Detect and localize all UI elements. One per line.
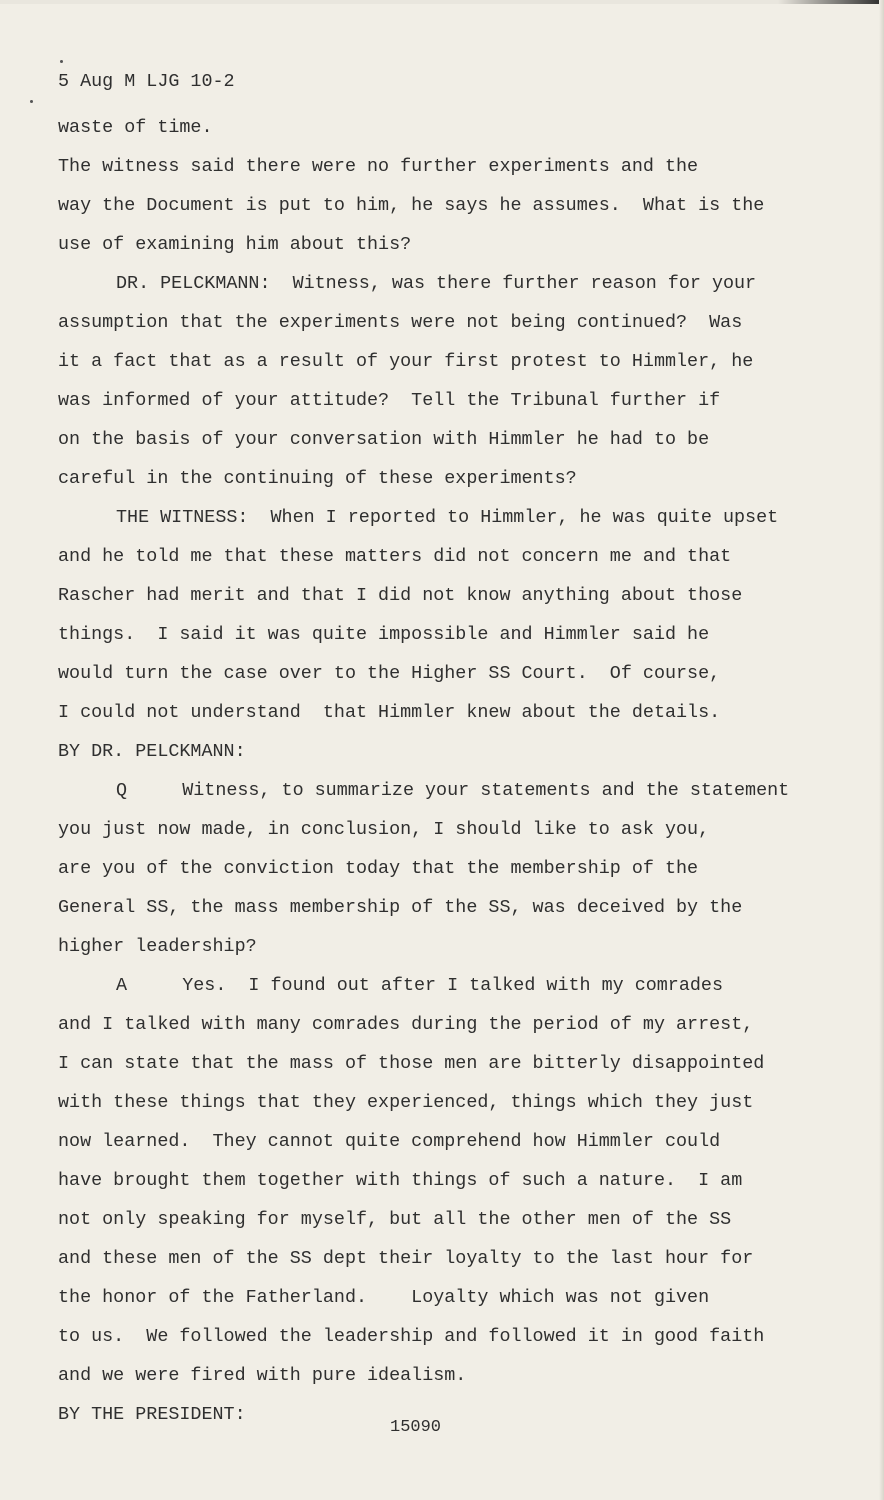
transcript-line: higher leadership? xyxy=(58,936,257,957)
transcript-line: was informed of your attitude? Tell the Tribunal further if xyxy=(58,390,721,411)
transcript-line: careful in the continuing of these experiments? xyxy=(58,468,577,489)
transcript-text xyxy=(58,62,828,1434)
transcript-line: and I talked with many comrades during the period of my arrest, xyxy=(58,1014,754,1035)
transcript-line: are you of the conviction today that the membership of the xyxy=(58,858,699,879)
transcript-line: and we were fired with pure idealism. xyxy=(58,1365,467,1386)
page-number: 15090 xyxy=(390,1418,442,1437)
transcript-line: would turn the case over to the Higher SS Court. Of course, xyxy=(58,663,721,684)
transcript-line: things. I said it was quite impossible and Himmler said he xyxy=(58,624,710,645)
transcript-line: not only speaking for myself, but all the other men of the SS xyxy=(58,1209,732,1230)
page-header: 5 Aug M LJG 10-2 xyxy=(58,71,235,92)
transcript-line: and these men of the SS dept their loyalty to the last hour for xyxy=(58,1248,754,1269)
page-right-edge xyxy=(879,0,884,1500)
transcript-line: BY DR. PELCKMANN: xyxy=(58,741,246,762)
page-top-edge xyxy=(0,0,884,4)
transcript-line: I could not understand that Himmler knew about the details. xyxy=(58,702,721,723)
transcript-line: BY THE PRESIDENT: xyxy=(58,1404,246,1425)
transcript-line: and he told me that these matters did not concern me and that xyxy=(58,546,732,567)
transcript-line: Rascher had merit and that I did not know anything about those xyxy=(58,585,743,606)
transcript-line: on the basis of your conversation with Himmler he had to be xyxy=(58,429,710,450)
ink-speck xyxy=(30,100,33,103)
transcript-line: it a fact that as a result of your first protest to Himmler, he xyxy=(58,351,754,372)
transcript-line: the honor of the Fatherland. Loyalty which was not given xyxy=(58,1287,710,1308)
transcript-line: you just now made, in conclusion, I should like to ask you, xyxy=(58,819,710,840)
transcript-line: A Yes. I found out after I talked with my comrades xyxy=(116,975,723,996)
transcript-line: now learned. They cannot quite comprehend how Himmler could xyxy=(58,1131,721,1152)
transcript-line: use of examining him about this? xyxy=(58,234,412,255)
transcript-line: DR. PELCKMANN: Witness, was there further reason for your xyxy=(116,273,757,294)
transcript-line: THE WITNESS: When I reported to Himmler, he was quite upset xyxy=(116,507,779,528)
transcript-line: to us. We followed the leadership and followed it in good faith xyxy=(58,1326,765,1347)
transcript-line: assumption that the experiments were not being continued? Was xyxy=(58,312,743,333)
transcript-line: Q Witness, to summarize your statements and the statement xyxy=(116,780,790,801)
transcript-line: General SS, the mass membership of the SS, was deceived by the xyxy=(58,897,743,918)
transcript-line: waste of time. xyxy=(58,117,213,138)
transcript-lines xyxy=(58,108,828,1434)
transcript-line: way the Document is put to him, he says he assumes. What is the xyxy=(58,195,765,216)
transcript-line: The witness said there were no further experiments and the xyxy=(58,156,699,177)
transcript-line: have brought them together with things of such a nature. I am xyxy=(58,1170,743,1191)
transcript-line: I can state that the mass of those men are bitterly disappointed xyxy=(58,1053,765,1074)
transcript-line: with these things that they experienced, things which they just xyxy=(58,1092,754,1113)
